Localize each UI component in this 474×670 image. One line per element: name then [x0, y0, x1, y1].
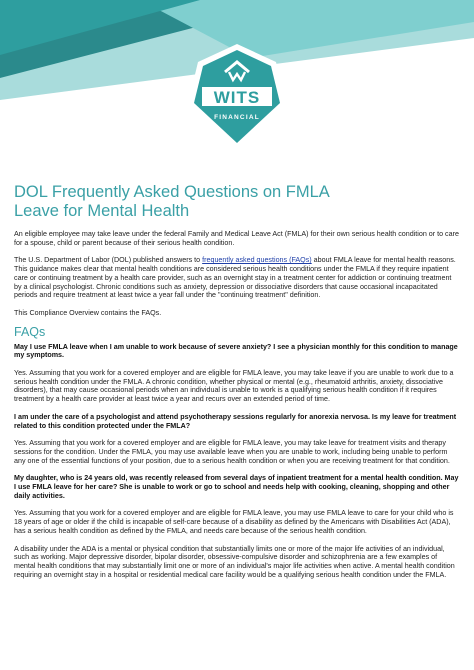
faqs-link[interactable]: frequently asked questions (FAQs): [202, 256, 312, 265]
faq-answer-3: Yes. Assuming that you work for a covered employer and are eligible for FMLA leave, you may use FMLA leave to care for your child who is 18 years of age or older if the child is incapable of self-care because of a disability as defined by the Americans with Disabilities Act (ADA), has a serious health condition as defined by the FMLA, and needs care because of the serious health condition.: [14, 509, 454, 535]
faq-answer-1: Yes. Assuming that you work for a covered employer and are eligible for FMLA leave, you may take leave if you are unable to work due to a serious health condition under the FMLA. A chronic condition, whether physical or mental (e.g., rheumatoid arthritis, anxiety, dissociative disorders), that may cause occasional periods when an individual is unable to work is a qualifying serious health condition if it requires treatment by a health care provider at least twice a year and recurs over an extended period of time.: [14, 369, 454, 404]
faq-answer-2: Yes. Assuming that you work for a covered employer and are eligible for FMLA leave, you may take leave for treatment visits and therapy sessions for the condition. Under the FMLA, you may use available leave when you are unable to work, including being unable to perform any one of the essential functions of your position, due to a serious health condition or when you are receiving treatment for that condition.: [14, 439, 450, 465]
dol-paragraph: [14, 256, 460, 300]
document-title: [14, 183, 460, 221]
logo-tagline: FINANCIAL: [214, 114, 260, 121]
closing-paragraph: A disability under the ADA is a mental or physical condition that substantially limits one or more of the major life activities of an individual, such as working. Major depressive disorder, bipolar disorder, obsessive-compulsive disorder and schizophrenia are a few examples of mental health conditions that may substantially limit one or more of an individual's major life activities when active. A mental health condition requiring an overnight stay in a hospital or residential medical care facility would be a qualifying serious health condition under the FMLA.: [14, 544, 455, 579]
faq-question-1: May I use FMLA leave when I am unable to work because of severe anxiety? I see a physician monthly for this condition to manage my symptoms.: [14, 342, 458, 360]
logo-wordmark: WITS: [213, 88, 261, 107]
intro-paragraph: An eligible employee may take leave under the federal Family and Medical Leave Act (FMLA) for their own serious health condition or to care for a spouse, child or parent because of their serious health condition.: [14, 230, 459, 247]
title-line-2: Leave for Mental Health: [14, 202, 190, 220]
wits-logo: [188, 44, 286, 150]
title-line-1: DOL Frequently Asked Questions on FMLA: [14, 183, 330, 201]
overview-paragraph: This Compliance Overview contains the FAQs.: [14, 308, 162, 317]
document-body: [14, 183, 460, 579]
faqs-heading: FAQs: [14, 324, 46, 339]
faq-question-3: My daughter, who is 24 years old, was recently released from several days of inpatient treatment for a mental health condition. May I use FMLA leave for her care? She is unable to work or go to school and needs help with cooking, cleaning, shopping and other daily activities.: [14, 474, 459, 500]
dol-text-after: about FMLA leave for mental health reasons. This guidance makes clear that mental health conditions are considered serious health conditions under the FMLA if they require inpatient care or continuing treatment by a health care provider, such as an overnight stay in a treatment center for addiction or continuing treatment by a clinical psychologist. Chronic conditions such as anxiety, depression or dissociative disorders that cause occasional incapacitated periods and require treatment at least twice a year fall under the "continuing treatment" definition.: [14, 256, 456, 300]
dol-text-before: The U.S. Department of Labor (DOL) published answers to: [14, 256, 203, 265]
faq-question-2: I am under the care of a psychologist and attend psychotherapy sessions regularly for anorexia nervosa. Is my leave for treatment related to this condition protected under the FMLA?: [14, 412, 457, 430]
header-banner: [0, 0, 474, 175]
